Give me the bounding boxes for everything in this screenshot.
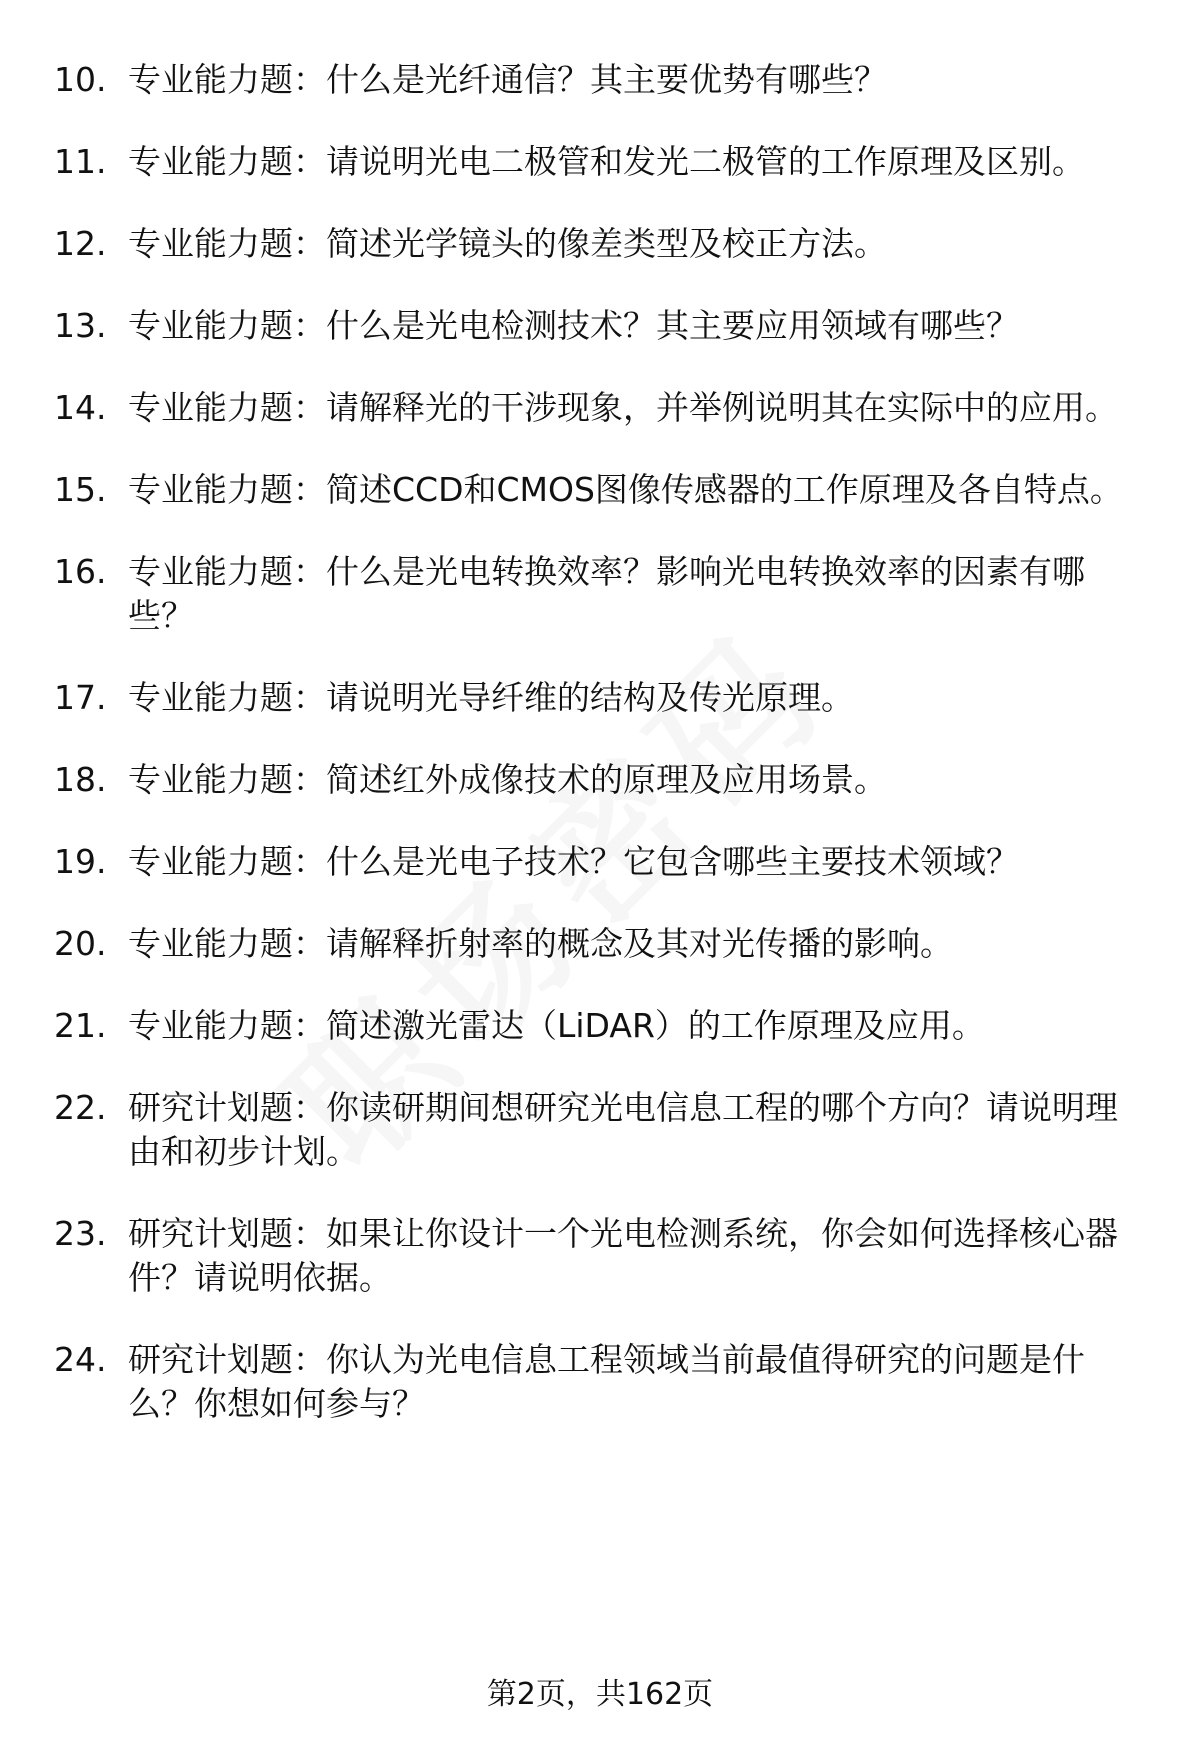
- question-text: 专业能力题：什么是光纤通信？其主要优势有哪些？: [128, 60, 887, 99]
- question-text: 专业能力题：请解释折射率的概念及其对光传播的影响。: [128, 924, 953, 963]
- page-number: 第2页，共162页: [486, 1677, 714, 1712]
- question-text: 专业能力题：请解释光的干涉现象，并举例说明其在实际中的应用。: [128, 388, 1118, 427]
- question-text: 研究计划题：如果让你设计一个光电检测系统，你会如何选择核心器件？请说明依据。: [128, 1214, 1118, 1297]
- question-number: 19.: [54, 842, 107, 881]
- question-number: 13.: [54, 306, 107, 345]
- question-number: 18.: [54, 760, 107, 799]
- question-text: 专业能力题：什么是光电子技术？它包含哪些主要技术领域？: [128, 842, 1019, 881]
- question-number: 11.: [54, 142, 107, 181]
- question-number: 17.: [54, 678, 107, 717]
- question-text: 专业能力题：简述CCD和CMOS图像传感器的工作原理及各自特点。: [128, 470, 1123, 509]
- question-item: [0, 140, 1138, 184]
- question-text: 专业能力题：请说明光电二极管和发光二极管的工作原理及区别。: [128, 142, 1085, 181]
- question-item: [0, 1086, 1138, 1174]
- question-text: 专业能力题：简述激光雷达（LiDAR）的工作原理及应用。: [128, 1006, 985, 1045]
- question-text: 专业能力题：简述光学镜头的像差类型及校正方法。: [128, 224, 887, 263]
- question-item: [0, 58, 1138, 102]
- question-number: 21.: [54, 1006, 107, 1045]
- question-item: [0, 468, 1138, 512]
- question-item: [0, 550, 1138, 638]
- question-text: 专业能力题：什么是光电检测技术？其主要应用领域有哪些？: [128, 306, 1019, 345]
- question-text: 研究计划题：你读研期间想研究光电信息工程的哪个方向？请说明理由和初步计划。: [128, 1088, 1118, 1171]
- question-number: 15.: [54, 470, 107, 509]
- question-number: 16.: [54, 552, 107, 591]
- question-item: [0, 676, 1138, 720]
- question-item: [0, 386, 1138, 430]
- page-footer: [0, 1675, 1200, 1715]
- question-item: [0, 840, 1138, 884]
- question-item: [0, 304, 1138, 348]
- question-number: 14.: [54, 388, 107, 427]
- question-text: 专业能力题：请说明光导纤维的结构及传光原理。: [128, 678, 854, 717]
- question-text: 专业能力题：什么是光电转换效率？影响光电转换效率的因素有哪些？: [128, 552, 1085, 635]
- question-item: [0, 758, 1138, 802]
- question-text: 专业能力题：简述红外成像技术的原理及应用场景。: [128, 760, 887, 799]
- question-item: [0, 1212, 1138, 1300]
- question-text: 研究计划题：你认为光电信息工程领域当前最值得研究的问题是什么？你想如何参与？: [128, 1340, 1085, 1423]
- question-item: [0, 1338, 1138, 1426]
- question-number: 24.: [54, 1340, 107, 1379]
- question-item: [0, 1004, 1138, 1048]
- question-list: [0, 58, 1200, 1464]
- question-number: 10.: [54, 60, 107, 99]
- question-item: [0, 222, 1138, 266]
- question-number: 12.: [54, 224, 107, 263]
- question-number: 20.: [54, 924, 107, 963]
- question-number: 23.: [54, 1214, 107, 1253]
- question-item: [0, 922, 1138, 966]
- question-number: 22.: [54, 1088, 107, 1127]
